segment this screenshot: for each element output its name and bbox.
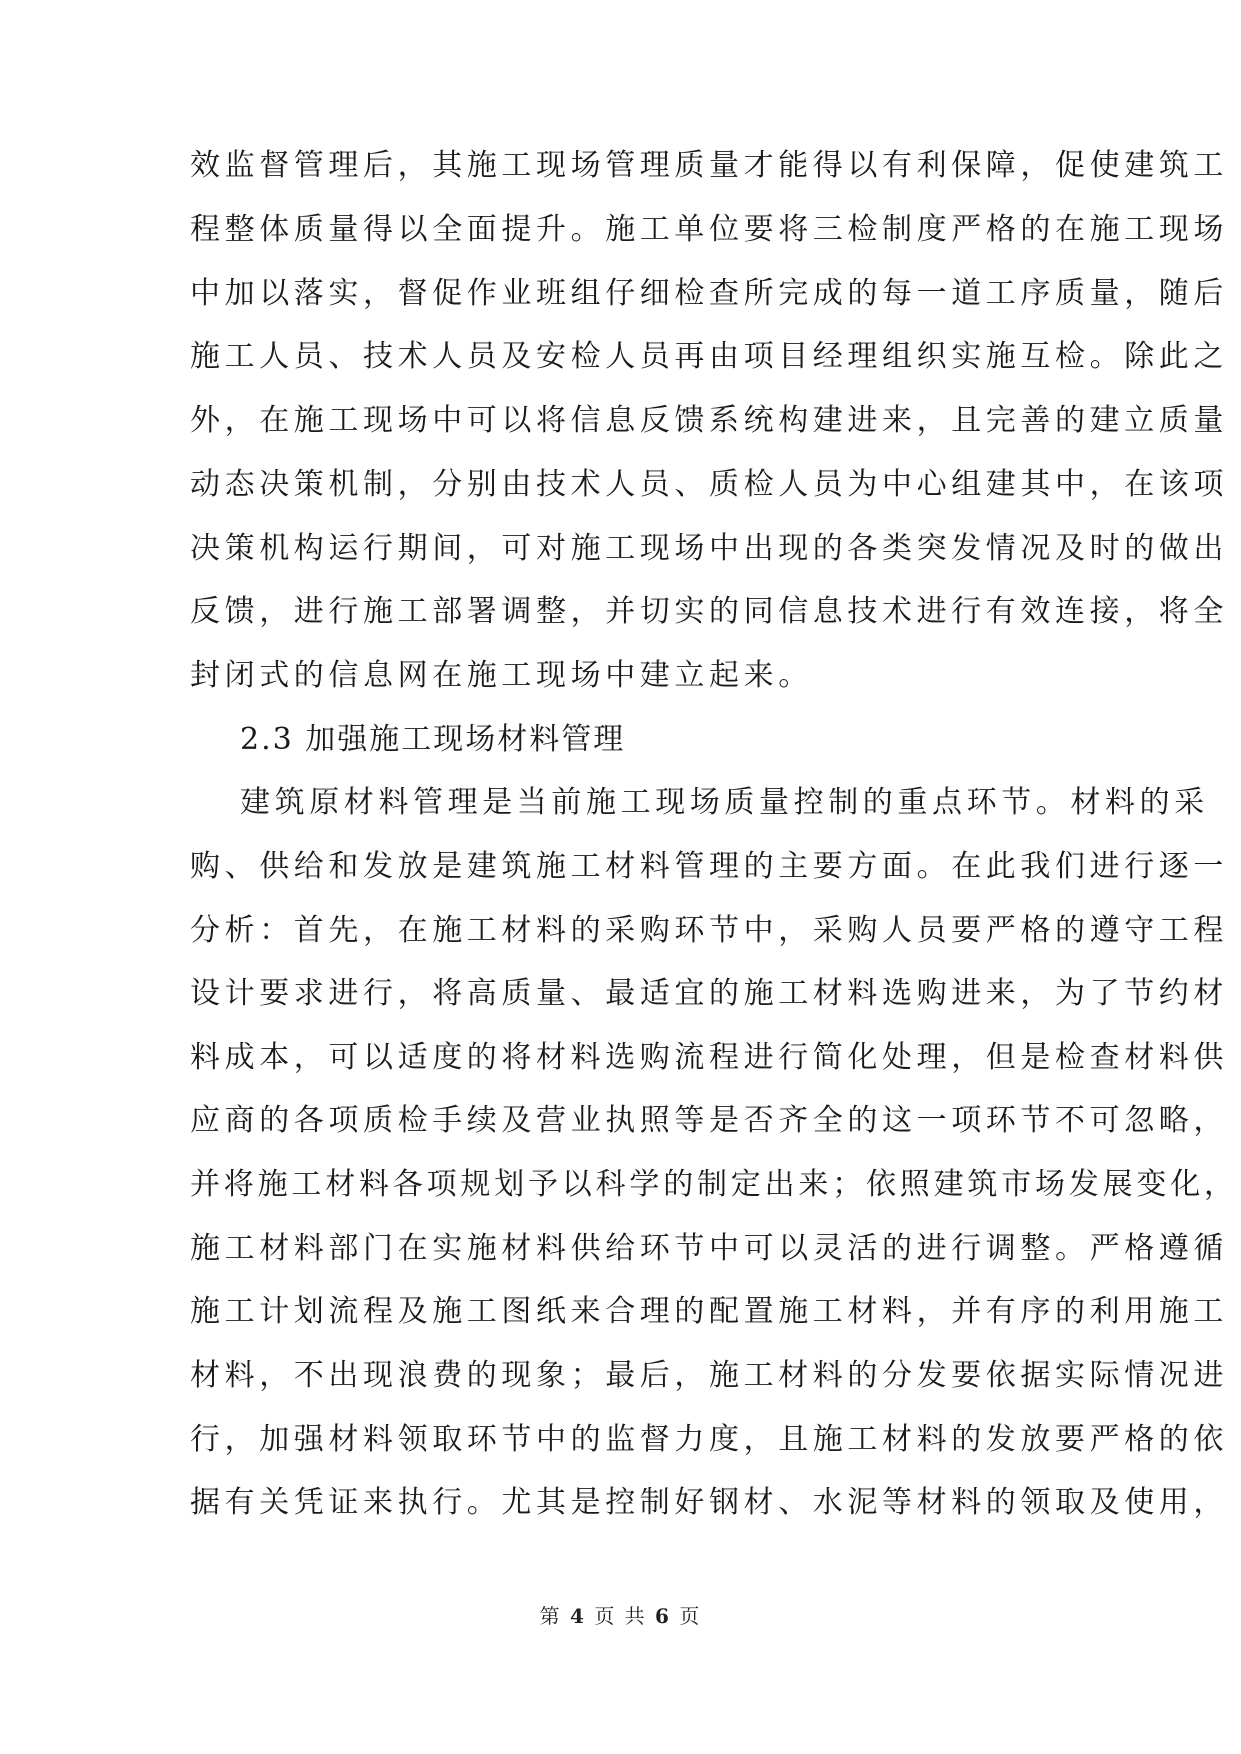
body-text-line: 决策机构运行期间，可对施工现场中出现的各类突发情况及时的做出 [190, 531, 1228, 566]
body-text-line: 施工人员、技术人员及安检人员再由项目经理组织实施互检。除此之 [190, 339, 1228, 374]
page-footer [0, 1603, 1241, 1629]
current-page-number: 4 [570, 1604, 586, 1628]
body-text-line: 分析：首先，在施工材料的采购环节中，采购人员要严格的遵守工程 [190, 913, 1228, 948]
body-text-line: 外，在施工现场中可以将信息反馈系统构建进来，且完善的建立质量 [190, 403, 1228, 438]
body-text-line: 并将施工材料各项规划予以科学的制定出来；依照建筑市场发展变化， [190, 1167, 1238, 1202]
body-text-line: 施工计划流程及施工图纸来合理的配置施工材料，并有序的利用施工 [190, 1294, 1228, 1329]
body-text-line: 程整体质量得以全面提升。施工单位要将三检制度严格的在施工现场 [190, 212, 1228, 247]
body-text-line: 行，加强材料领取环节中的监督力度，且施工材料的发放要严格的依 [190, 1422, 1228, 1457]
body-text-line: 设计要求进行，将高质量、最适宜的施工材料选购进来，为了节约材 [190, 976, 1228, 1011]
footer-prefix: 第 [539, 1604, 562, 1628]
footer-suffix: 页 [679, 1604, 702, 1628]
body-text-line: 施工材料部门在实施材料供给环节中可以灵活的进行调整。严格遵循 [190, 1231, 1228, 1266]
body-text-line: 中加以落实，督促作业班组仔细检查所完成的每一道工序质量，随后 [190, 276, 1228, 311]
body-text-line: 材料，不出现浪费的现象；最后，施工材料的分发要依据实际情况进 [190, 1358, 1228, 1393]
paragraph-first-line: 建筑原材料管理是当前施工现场质量控制的重点环节。材料的采 [240, 785, 1209, 820]
body-text-line: 应商的各项质检手续及营业执照等是否齐全的这一项环节不可忽略， [190, 1103, 1228, 1138]
body-text-line: 购、供给和发放是建筑施工材料管理的主要方面。在此我们进行逐一 [190, 849, 1228, 884]
section-heading: 2.3 加强施工现场材料管理 [240, 722, 626, 757]
body-text-line: 动态决策机制，分别由技术人员、质检人员为中心组建其中，在该项 [190, 467, 1228, 502]
body-text-line: 据有关凭证来执行。尤其是控制好钢材、水泥等材料的领取及使用， [190, 1485, 1228, 1520]
footer-middle: 页 共 [594, 1604, 647, 1628]
body-text-line: 反馈，进行施工部署调整，并切实的同信息技术进行有效连接，将全 [190, 594, 1228, 629]
total-page-count: 6 [655, 1604, 671, 1628]
body-text-line: 封闭式的信息网在施工现场中建立起来。 [190, 658, 813, 693]
body-text-line: 效监督管理后，其施工现场管理质量才能得以有利保障，促使建筑工 [190, 148, 1228, 183]
body-text-line: 料成本，可以适度的将材料选购流程进行简化处理，但是检查材料供 [190, 1040, 1228, 1075]
